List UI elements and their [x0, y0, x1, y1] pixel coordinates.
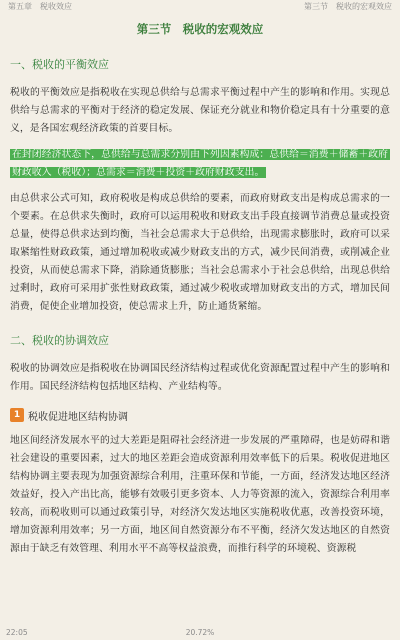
subheading-text: 税收促进地区结构协调	[28, 411, 128, 423]
highlighted-formula[interactable]: 在封闭经济状态下，总供给与总需求分别由下列因素构成：总供给＝消费＋储蓄＋政府财政收入（税收）；总需求＝消费＋投资＋政府财政支出。	[12, 149, 389, 178]
reading-progress: 20.72%	[185, 628, 215, 637]
section-label: 第三节 税收的宏观效应	[304, 2, 392, 11]
subheading-regional	[10, 406, 390, 424]
heading-coordination-effect: 二、税收的协调效应	[10, 334, 109, 347]
paragraph-highlight	[10, 146, 390, 182]
heading-balance-effect: 一、税收的平衡效应	[10, 58, 109, 71]
reader-footer	[0, 626, 400, 640]
paragraph-regional: 地区间经济发展水平的过大差距是阻碍社会经济进一步发展的严重障碍，也是妨碍和谐社会建设的重要因素，过大的地区差距会造成资源利用效率低下的后果。税收促进地区结构协调主要表现为加强资源综合利用，注重环保和节能，一方面，经济发达地区经济效益好，投入产出比高，能够有效吸引更多资本、人力等资源的流入，资源综合利用率较高，而税收则可以通过政策引导，对经济欠发达地区实施税收优惠，改善投资环境，增加资源利用效率；另一方面，地区间自然资源分布不平衡，经济欠发达地区的自然资源由于缺乏有效管理、利用水平不高等权益浪费，而推行科学的环境税、资源税	[10, 435, 390, 554]
paragraph-balance-intro: 税收的平衡效应是指税收在实现总供给与总需求平衡过程中产生的影响和作用。实现总供给与总需求的平衡对于经济的稳定发展、保证充分就业和物价稳定具有十分重要的意义，是各国宏观经济政策的首要目标。	[10, 87, 390, 134]
number-badge: 1	[10, 408, 24, 422]
page-content	[10, 14, 390, 566]
chapter-label: 第五章 税收效应	[8, 2, 72, 11]
paragraph-coordination-intro: 税收的协调效应是指税收在协调国民经济结构过程或优化资源配置过程中产生的影响和作用。国民经济结构包括地区结构、产业结构等。	[10, 363, 390, 392]
reader-header	[0, 0, 400, 14]
section-title: 第三节 税收的宏观效应	[136, 22, 264, 36]
paragraph-balance-detail: 由总供求公式可知，政府税收是构成总供给的要素，而政府财政支出是构成总需求的一个要素。在总供求失衡时，政府可以运用税收和财政支出手段直接调节消费总量或投资总量，使得总供求达到均衡，当社会总需求大于总供给，出现需求膨胀时，政府可以采取紧缩性财政政策，通过增加税收或减少财政支出的方式，减少民间消费，或削减企业投资，从而使总需求下降，消除通货膨胀；当社会总需求小于社会总供给，出现总供给过剩时，政府可采用扩张性财政政策，通过减少税收或增加财政支出的方式，增加民间消费，促使企业增加投资，使总需求上升，防止通货紧缩。	[10, 193, 390, 312]
clock-readout: 22:05	[6, 628, 28, 637]
